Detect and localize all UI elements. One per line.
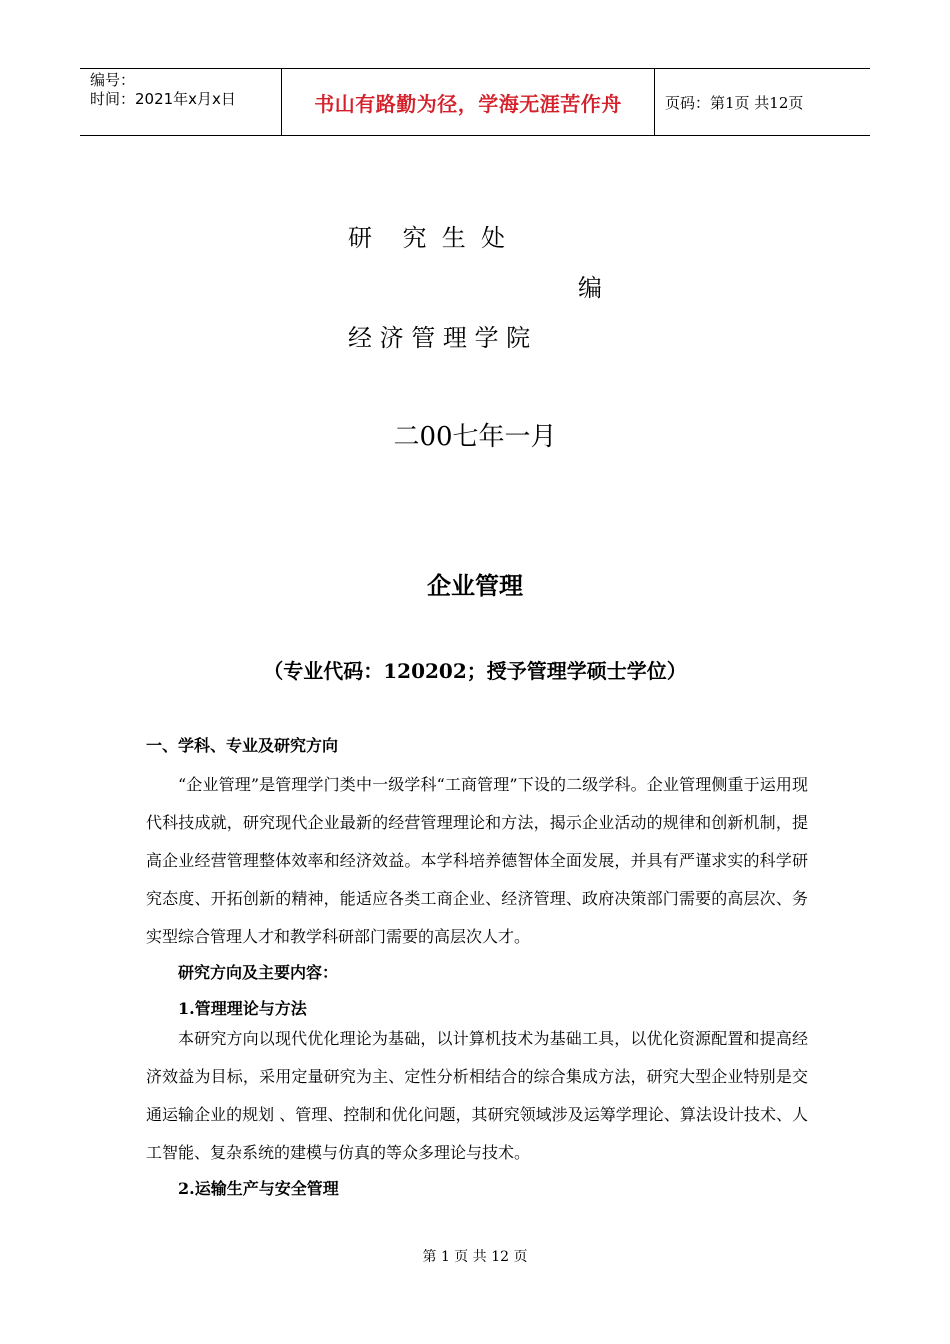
cover-date: 二00七年一月 xyxy=(393,422,557,452)
subject-code: （专业代码：120202；授予管理学硕士学位） xyxy=(263,659,687,683)
document-number-label: 编号： xyxy=(90,71,136,89)
header-motto: 书山有路勤为径，学海无涯苦作舟 xyxy=(282,69,655,135)
directions-heading: 研究方向及主要内容： xyxy=(178,963,339,982)
subject-title: 企业管理 xyxy=(427,571,523,600)
cover-edited-by: 编 xyxy=(578,274,602,302)
header-page-info: 页码：第1页 共12页 xyxy=(665,93,804,112)
cover-school: 经 济 管 理 学 院 xyxy=(348,324,531,352)
cover-department: 研 究 生 处 xyxy=(348,224,506,252)
document-time-label: 时间：2021年x月x日 xyxy=(90,90,236,108)
intro-paragraph: “企业管理”是管理学门类中一级学科“工商管理”下设的二级学科。企业管理侧重于运用现代科技成就，研究现代企业最新的经营管理理论和方法，揭示企业活动的规律和创新机制，提高企业经营管理整体效率和经济效益。本学科培养德智体全面发展，并具有严谨求实的科学研究态度、开拓创新的精神，能适应各类工商企业、经济管理、政府决策部门需要的高层次、务实型综合管理人才和教学科研部门需要的高层次人才。 xyxy=(146,775,808,946)
direction-1-paragraph: 本研究方向以现代优化理论为基础，以计算机技术为基础工具，以优化资源配置和提高经济效益为目标，采用定量研究为主、定性分析相结合的综合集成方法，研究大型企业特别是交通运输企业的规划 、管理、控制和优化问题，其研究领域涉及运筹学理论、算法设计技术、人工智能、复杂系统的建模与仿真的等众多理论与技术。 xyxy=(146,1029,808,1162)
page-header xyxy=(80,68,870,136)
direction-1-heading: 1.管理理论与方法 xyxy=(178,999,307,1018)
header-meta xyxy=(80,69,282,135)
page-footer: 第 1 页 共 12 页 xyxy=(422,1249,528,1265)
direction-2-heading: 2.运输生产与安全管理 xyxy=(178,1179,339,1198)
section-heading: 一、学科、专业及研究方向 xyxy=(146,736,339,755)
